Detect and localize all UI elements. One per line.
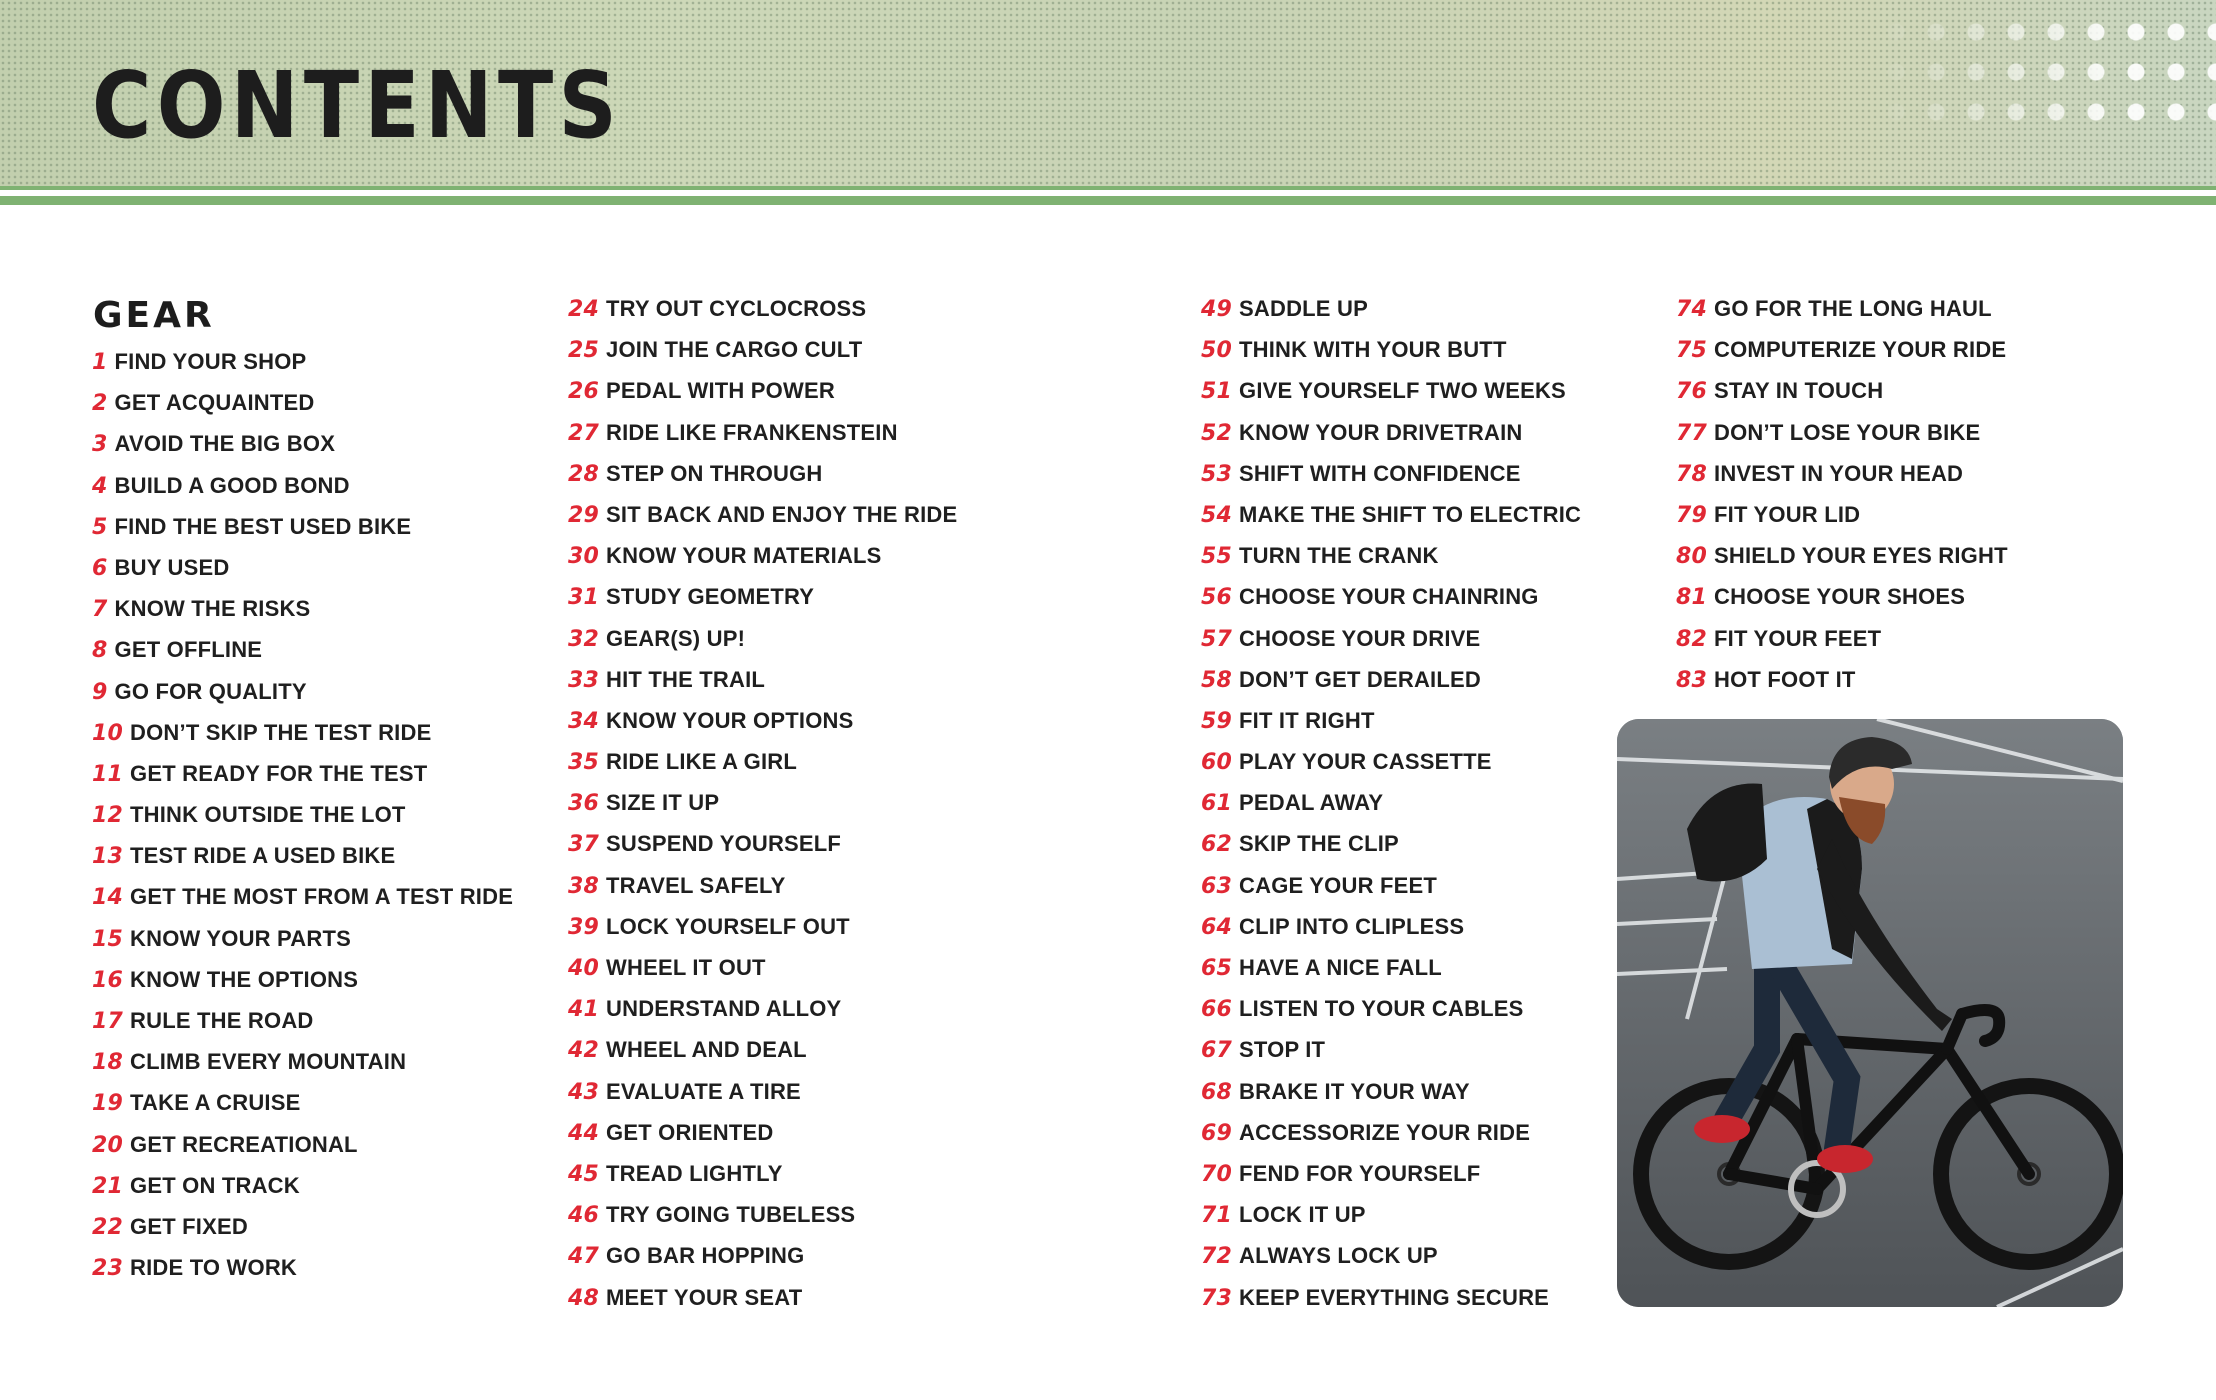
toc-item-title: LISTEN TO YOUR CABLES bbox=[1239, 996, 1524, 1022]
toc-item-number: 55 bbox=[1201, 544, 1233, 570]
toc-item-title: INVEST IN YOUR HEAD bbox=[1714, 460, 1964, 486]
toc-item-title: ALWAYS LOCK UP bbox=[1239, 1243, 1438, 1269]
toc-item-number: 82 bbox=[1676, 626, 1708, 652]
toc-item-14 bbox=[92, 876, 513, 917]
toc-item-title: WHEEL AND DEAL bbox=[606, 1037, 807, 1063]
toc-item-number: 6 bbox=[92, 555, 108, 581]
toc-item-title: CLIMB EVERY MOUNTAIN bbox=[130, 1049, 407, 1075]
toc-item-title: GET FIXED bbox=[130, 1213, 248, 1239]
toc-item-number: 60 bbox=[1201, 750, 1233, 776]
toc-item-title: GET RECREATIONAL bbox=[130, 1131, 358, 1157]
toc-item-number: 53 bbox=[1201, 461, 1233, 487]
toc-item-number: 16 bbox=[92, 967, 124, 993]
toc-item-title: FIND THE BEST USED BIKE bbox=[114, 513, 412, 539]
toc-item-title: WHEEL IT OUT bbox=[606, 955, 766, 980]
toc-item-number: 24 bbox=[568, 297, 600, 322]
toc-item-11 bbox=[92, 753, 513, 794]
toc-item-number: 13 bbox=[92, 844, 124, 870]
toc-item-title: SIZE IT UP bbox=[606, 790, 720, 816]
toc-item-number: 19 bbox=[92, 1091, 124, 1117]
toc-item-21 bbox=[92, 1165, 513, 1206]
toc-item-number: 61 bbox=[1201, 791, 1233, 817]
toc-item-title: FIT YOUR FEET bbox=[1714, 625, 1882, 651]
toc-item-number: 59 bbox=[1201, 708, 1233, 734]
toc-item-36 bbox=[568, 782, 957, 823]
section-heading-gear: GEAR bbox=[93, 295, 215, 336]
toc-item-62 bbox=[1201, 823, 1581, 864]
toc-item-title: KNOW YOUR DRIVETRAIN bbox=[1239, 419, 1523, 445]
cyclist-photo bbox=[1617, 719, 2123, 1307]
toc-item-title: BRAKE IT YOUR WAY bbox=[1239, 1078, 1470, 1104]
toc-item-title: SUSPEND YOURSELF bbox=[606, 831, 842, 857]
toc-item-title: SADDLE UP bbox=[1239, 296, 1368, 321]
toc-item-number: 1 bbox=[92, 350, 108, 375]
toc-item-48 bbox=[568, 1277, 957, 1318]
toc-item-title: FEND FOR YOURSELF bbox=[1239, 1160, 1481, 1186]
toc-item-title: DON’T LOSE YOUR BIKE bbox=[1714, 419, 1981, 445]
toc-item-number: 5 bbox=[92, 514, 108, 540]
toc-item-title: AVOID THE BIG BOX bbox=[114, 431, 336, 457]
toc-item-title: BUY USED bbox=[114, 554, 230, 580]
toc-item-number: 63 bbox=[1201, 873, 1233, 899]
toc-item-number: 67 bbox=[1201, 1038, 1233, 1064]
toc-item-number: 46 bbox=[568, 1203, 600, 1229]
toc-item-20 bbox=[92, 1124, 513, 1165]
toc-item-number: 23 bbox=[92, 1256, 124, 1282]
toc-item-number: 71 bbox=[1201, 1203, 1233, 1229]
toc-column-3 bbox=[1201, 288, 1581, 1318]
toc-item-title: LOCK YOURSELF OUT bbox=[606, 913, 850, 939]
toc-item-31 bbox=[568, 576, 957, 617]
toc-item-title: FIT YOUR LID bbox=[1714, 501, 1861, 527]
toc-item-number: 72 bbox=[1201, 1244, 1233, 1270]
toc-item-16 bbox=[92, 959, 513, 1000]
toc-item-title: HIT THE TRAIL bbox=[606, 666, 766, 692]
toc-item-title: TEST RIDE A USED BIKE bbox=[130, 843, 396, 869]
toc-item-number: 11 bbox=[92, 761, 124, 787]
toc-item-title: ACCESSORIZE YOUR RIDE bbox=[1239, 1119, 1531, 1145]
toc-item-title: KNOW YOUR OPTIONS bbox=[606, 707, 854, 733]
toc-item-number: 21 bbox=[92, 1173, 124, 1199]
toc-item-number: 7 bbox=[92, 597, 108, 623]
toc-item-44 bbox=[568, 1112, 957, 1153]
toc-item-number: 50 bbox=[1201, 338, 1233, 364]
toc-item-title: THINK OUTSIDE THE LOT bbox=[130, 802, 406, 828]
banner-divider-bottom bbox=[0, 196, 2216, 205]
toc-item-title: GET OFFLINE bbox=[114, 637, 263, 663]
toc-item-43 bbox=[568, 1071, 957, 1112]
toc-item-76 bbox=[1676, 370, 2008, 411]
page-title: CONTENTS bbox=[92, 52, 623, 159]
toc-item-title: CLIP INTO CLIPLESS bbox=[1239, 913, 1465, 939]
halftone-dots-decoration bbox=[1876, 12, 2216, 122]
toc-item-number: 57 bbox=[1201, 626, 1233, 652]
toc-item-number: 41 bbox=[568, 997, 600, 1023]
toc-item-number: 38 bbox=[568, 873, 600, 899]
toc-item-30 bbox=[568, 535, 957, 576]
toc-item-number: 62 bbox=[1201, 832, 1233, 858]
toc-item-38 bbox=[568, 865, 957, 906]
toc-item-number: 56 bbox=[1201, 585, 1233, 611]
toc-item-number: 30 bbox=[568, 544, 600, 570]
toc-item-52 bbox=[1201, 412, 1581, 453]
toc-item-title: CHOOSE YOUR DRIVE bbox=[1239, 625, 1481, 651]
toc-item-number: 80 bbox=[1676, 544, 1708, 570]
toc-item-29 bbox=[568, 494, 957, 535]
toc-item-17 bbox=[92, 1000, 513, 1041]
toc-item-title: UNDERSTAND ALLOY bbox=[606, 996, 842, 1022]
toc-item-28 bbox=[568, 453, 957, 494]
toc-item-54 bbox=[1201, 494, 1581, 535]
cyclist-illustration bbox=[1617, 719, 2123, 1307]
toc-item-title: GET ORIENTED bbox=[606, 1119, 774, 1145]
toc-item-title: CHOOSE YOUR SHOES bbox=[1714, 584, 1966, 610]
toc-item-title: TRAVEL SAFELY bbox=[606, 872, 786, 898]
toc-item-number: 3 bbox=[92, 432, 108, 458]
toc-item-title: TREAD LIGHTLY bbox=[606, 1160, 783, 1186]
toc-item-title: RIDE TO WORK bbox=[130, 1255, 298, 1281]
toc-item-55 bbox=[1201, 535, 1581, 576]
toc-item-title: KNOW YOUR PARTS bbox=[130, 925, 351, 951]
toc-item-4 bbox=[92, 465, 513, 506]
toc-item-1 bbox=[92, 341, 513, 382]
toc-item-64 bbox=[1201, 906, 1581, 947]
toc-item-13 bbox=[92, 835, 513, 876]
toc-item-title: SKIP THE CLIP bbox=[1239, 831, 1399, 857]
toc-item-number: 35 bbox=[568, 750, 600, 776]
toc-item-8 bbox=[92, 629, 513, 670]
toc-item-number: 70 bbox=[1201, 1161, 1233, 1187]
toc-item-46 bbox=[568, 1194, 957, 1235]
toc-item-37 bbox=[568, 823, 957, 864]
toc-item-82 bbox=[1676, 618, 2008, 659]
toc-item-number: 52 bbox=[1201, 420, 1233, 446]
toc-item-27 bbox=[568, 412, 957, 453]
toc-item-title: GET ACQUAINTED bbox=[114, 390, 315, 416]
toc-item-title: COMPUTERIZE YOUR RIDE bbox=[1714, 337, 2007, 363]
toc-item-22 bbox=[92, 1206, 513, 1247]
toc-item-title: LOCK IT UP bbox=[1239, 1202, 1366, 1228]
toc-item-81 bbox=[1676, 576, 2008, 617]
toc-item-67 bbox=[1201, 1029, 1581, 1070]
toc-item-65 bbox=[1201, 947, 1581, 988]
toc-item-title: JOIN THE CARGO CULT bbox=[606, 337, 863, 363]
toc-item-number: 45 bbox=[568, 1161, 600, 1187]
toc-item-68 bbox=[1201, 1071, 1581, 1112]
toc-item-title: KNOW YOUR MATERIALS bbox=[606, 543, 882, 569]
toc-item-title: DON’T GET DERAILED bbox=[1239, 666, 1481, 692]
toc-item-number: 44 bbox=[568, 1120, 600, 1146]
toc-item-72 bbox=[1201, 1235, 1581, 1276]
toc-item-number: 29 bbox=[568, 502, 600, 528]
toc-item-number: 68 bbox=[1201, 1079, 1233, 1105]
toc-item-49 bbox=[1201, 288, 1581, 329]
toc-item-number: 73 bbox=[1201, 1285, 1233, 1311]
toc-item-number: 32 bbox=[568, 626, 600, 652]
toc-item-title: STOP IT bbox=[1239, 1037, 1326, 1063]
toc-item-80 bbox=[1676, 535, 2008, 576]
toc-item-title: STAY IN TOUCH bbox=[1714, 378, 1884, 404]
banner-divider-top bbox=[0, 186, 2216, 190]
toc-item-title: GO FOR QUALITY bbox=[114, 678, 307, 704]
toc-item-number: 48 bbox=[568, 1285, 600, 1311]
toc-item-60 bbox=[1201, 741, 1581, 782]
toc-column-1 bbox=[92, 341, 513, 1288]
toc-item-12 bbox=[92, 794, 513, 835]
toc-item-number: 49 bbox=[1201, 297, 1233, 322]
toc-item-15 bbox=[92, 918, 513, 959]
toc-item-title: PLAY YOUR CASSETTE bbox=[1239, 749, 1492, 775]
toc-item-number: 4 bbox=[92, 473, 108, 499]
toc-item-number: 77 bbox=[1676, 420, 1708, 446]
toc-item-33 bbox=[568, 659, 957, 700]
toc-item-title: KNOW THE RISKS bbox=[114, 596, 311, 622]
toc-item-number: 42 bbox=[568, 1038, 600, 1064]
toc-item-title: KNOW THE OPTIONS bbox=[130, 966, 359, 992]
toc-item-70 bbox=[1201, 1153, 1581, 1194]
toc-item-title: BUILD A GOOD BOND bbox=[114, 472, 350, 498]
toc-item-number: 66 bbox=[1201, 997, 1233, 1023]
toc-item-50 bbox=[1201, 329, 1581, 370]
toc-item-51 bbox=[1201, 370, 1581, 411]
toc-item-title: PEDAL WITH POWER bbox=[606, 378, 835, 404]
toc-item-number: 2 bbox=[92, 391, 108, 417]
toc-item-number: 22 bbox=[92, 1214, 124, 1240]
toc-item-2 bbox=[92, 382, 513, 423]
toc-item-69 bbox=[1201, 1112, 1581, 1153]
toc-item-25 bbox=[568, 329, 957, 370]
toc-item-number: 37 bbox=[568, 832, 600, 858]
toc-item-18 bbox=[92, 1041, 513, 1082]
toc-item-number: 10 bbox=[92, 720, 124, 746]
toc-item-23 bbox=[92, 1247, 513, 1288]
toc-item-77 bbox=[1676, 412, 2008, 453]
toc-item-58 bbox=[1201, 659, 1581, 700]
toc-item-title: RIDE LIKE FRANKENSTEIN bbox=[606, 419, 898, 445]
toc-item-32 bbox=[568, 618, 957, 659]
toc-item-number: 27 bbox=[568, 420, 600, 446]
toc-item-39 bbox=[568, 906, 957, 947]
toc-item-34 bbox=[568, 700, 957, 741]
toc-item-number: 15 bbox=[92, 926, 124, 952]
toc-item-63 bbox=[1201, 865, 1581, 906]
toc-item-number: 75 bbox=[1676, 338, 1708, 364]
toc-item-19 bbox=[92, 1082, 513, 1123]
toc-item-61 bbox=[1201, 782, 1581, 823]
toc-item-title: GO FOR THE LONG HAUL bbox=[1714, 296, 1992, 321]
toc-item-title: CHOOSE YOUR CHAINRING bbox=[1239, 584, 1539, 610]
toc-item-title: HAVE A NICE FALL bbox=[1239, 955, 1442, 980]
toc-item-53 bbox=[1201, 453, 1581, 494]
toc-item-number: 43 bbox=[568, 1079, 600, 1105]
toc-item-title: KEEP EVERYTHING SECURE bbox=[1239, 1284, 1550, 1310]
toc-item-title: SHIFT WITH CONFIDENCE bbox=[1239, 460, 1521, 486]
toc-column-4 bbox=[1676, 288, 2008, 700]
toc-item-title: TRY OUT CYCLOCROSS bbox=[606, 296, 867, 321]
toc-item-number: 18 bbox=[92, 1050, 124, 1076]
toc-item-title: HOT FOOT IT bbox=[1714, 666, 1856, 692]
toc-item-78 bbox=[1676, 453, 2008, 494]
toc-item-title: PEDAL AWAY bbox=[1239, 790, 1384, 816]
toc-item-title: TRY GOING TUBELESS bbox=[606, 1202, 856, 1228]
toc-item-title: GET ON TRACK bbox=[130, 1172, 300, 1198]
toc-item-number: 39 bbox=[568, 914, 600, 940]
toc-item-number: 33 bbox=[568, 667, 600, 693]
toc-item-title: GIVE YOURSELF TWO WEEKS bbox=[1239, 378, 1566, 404]
toc-item-number: 36 bbox=[568, 791, 600, 817]
toc-item-number: 9 bbox=[92, 679, 108, 705]
toc-item-number: 79 bbox=[1676, 502, 1708, 528]
toc-item-title: SHIELD YOUR EYES RIGHT bbox=[1714, 543, 2008, 569]
toc-item-number: 8 bbox=[92, 638, 108, 664]
toc-item-number: 31 bbox=[568, 585, 600, 611]
toc-item-24 bbox=[568, 288, 957, 329]
toc-item-5 bbox=[92, 506, 513, 547]
toc-item-number: 20 bbox=[92, 1132, 124, 1158]
toc-item-3 bbox=[92, 423, 513, 464]
toc-item-number: 26 bbox=[568, 379, 600, 405]
toc-item-title: MAKE THE SHIFT TO ELECTRIC bbox=[1239, 501, 1582, 527]
toc-item-title: GET THE MOST FROM A TEST RIDE bbox=[130, 884, 514, 910]
toc-item-35 bbox=[568, 741, 957, 782]
toc-item-title: DON’T SKIP THE TEST RIDE bbox=[130, 719, 432, 745]
toc-item-title: STUDY GEOMETRY bbox=[606, 584, 815, 610]
toc-item-45 bbox=[568, 1153, 957, 1194]
toc-item-number: 69 bbox=[1201, 1120, 1233, 1146]
toc-item-title: RULE THE ROAD bbox=[130, 1008, 314, 1033]
toc-item-number: 78 bbox=[1676, 461, 1708, 487]
toc-item-title: CAGE YOUR FEET bbox=[1239, 872, 1437, 898]
toc-column-2 bbox=[568, 288, 957, 1318]
toc-item-title: TURN THE CRANK bbox=[1239, 543, 1439, 569]
toc-item-number: 17 bbox=[92, 1009, 124, 1034]
toc-item-number: 28 bbox=[568, 461, 600, 487]
toc-item-74 bbox=[1676, 288, 2008, 329]
toc-item-title: EVALUATE A TIRE bbox=[606, 1078, 801, 1104]
toc-item-59 bbox=[1201, 700, 1581, 741]
toc-item-number: 34 bbox=[568, 708, 600, 734]
toc-item-26 bbox=[568, 370, 957, 411]
toc-item-title: GEAR(S) UP! bbox=[606, 625, 746, 651]
toc-item-number: 12 bbox=[92, 803, 124, 829]
toc-item-73 bbox=[1201, 1277, 1581, 1318]
toc-item-title: TAKE A CRUISE bbox=[130, 1090, 301, 1116]
toc-item-7 bbox=[92, 588, 513, 629]
toc-item-57 bbox=[1201, 618, 1581, 659]
toc-item-number: 14 bbox=[92, 885, 124, 911]
toc-item-number: 58 bbox=[1201, 667, 1233, 693]
toc-item-75 bbox=[1676, 329, 2008, 370]
toc-item-title: SIT BACK AND ENJOY THE RIDE bbox=[606, 501, 958, 527]
toc-item-number: 40 bbox=[568, 956, 600, 981]
toc-item-title: FIND YOUR SHOP bbox=[114, 349, 307, 374]
toc-item-title: STEP ON THROUGH bbox=[606, 460, 823, 486]
toc-item-number: 83 bbox=[1676, 667, 1708, 693]
toc-item-title: GET READY FOR THE TEST bbox=[130, 760, 428, 786]
toc-item-56 bbox=[1201, 576, 1581, 617]
toc-item-71 bbox=[1201, 1194, 1581, 1235]
toc-item-number: 54 bbox=[1201, 502, 1233, 528]
toc-item-title: GO BAR HOPPING bbox=[606, 1243, 805, 1269]
toc-item-number: 65 bbox=[1201, 956, 1233, 981]
toc-item-9 bbox=[92, 671, 513, 712]
toc-item-40 bbox=[568, 947, 957, 988]
toc-item-title: MEET YOUR SEAT bbox=[606, 1284, 803, 1310]
toc-item-number: 81 bbox=[1676, 585, 1708, 611]
toc-item-number: 64 bbox=[1201, 914, 1233, 940]
toc-item-number: 47 bbox=[568, 1244, 600, 1270]
toc-item-title: RIDE LIKE A GIRL bbox=[606, 749, 798, 775]
toc-item-41 bbox=[568, 988, 957, 1029]
toc-item-number: 25 bbox=[568, 338, 600, 364]
toc-item-83 bbox=[1676, 659, 2008, 700]
toc-item-66 bbox=[1201, 988, 1581, 1029]
toc-item-title: FIT IT RIGHT bbox=[1239, 707, 1375, 733]
toc-item-79 bbox=[1676, 494, 2008, 535]
toc-item-6 bbox=[92, 547, 513, 588]
toc-item-10 bbox=[92, 712, 513, 753]
toc-item-number: 51 bbox=[1201, 379, 1233, 405]
toc-item-number: 76 bbox=[1676, 379, 1708, 405]
toc-item-47 bbox=[568, 1235, 957, 1276]
toc-item-title: THINK WITH YOUR BUTT bbox=[1239, 337, 1507, 363]
toc-item-42 bbox=[568, 1029, 957, 1070]
toc-item-number: 74 bbox=[1676, 297, 1708, 322]
